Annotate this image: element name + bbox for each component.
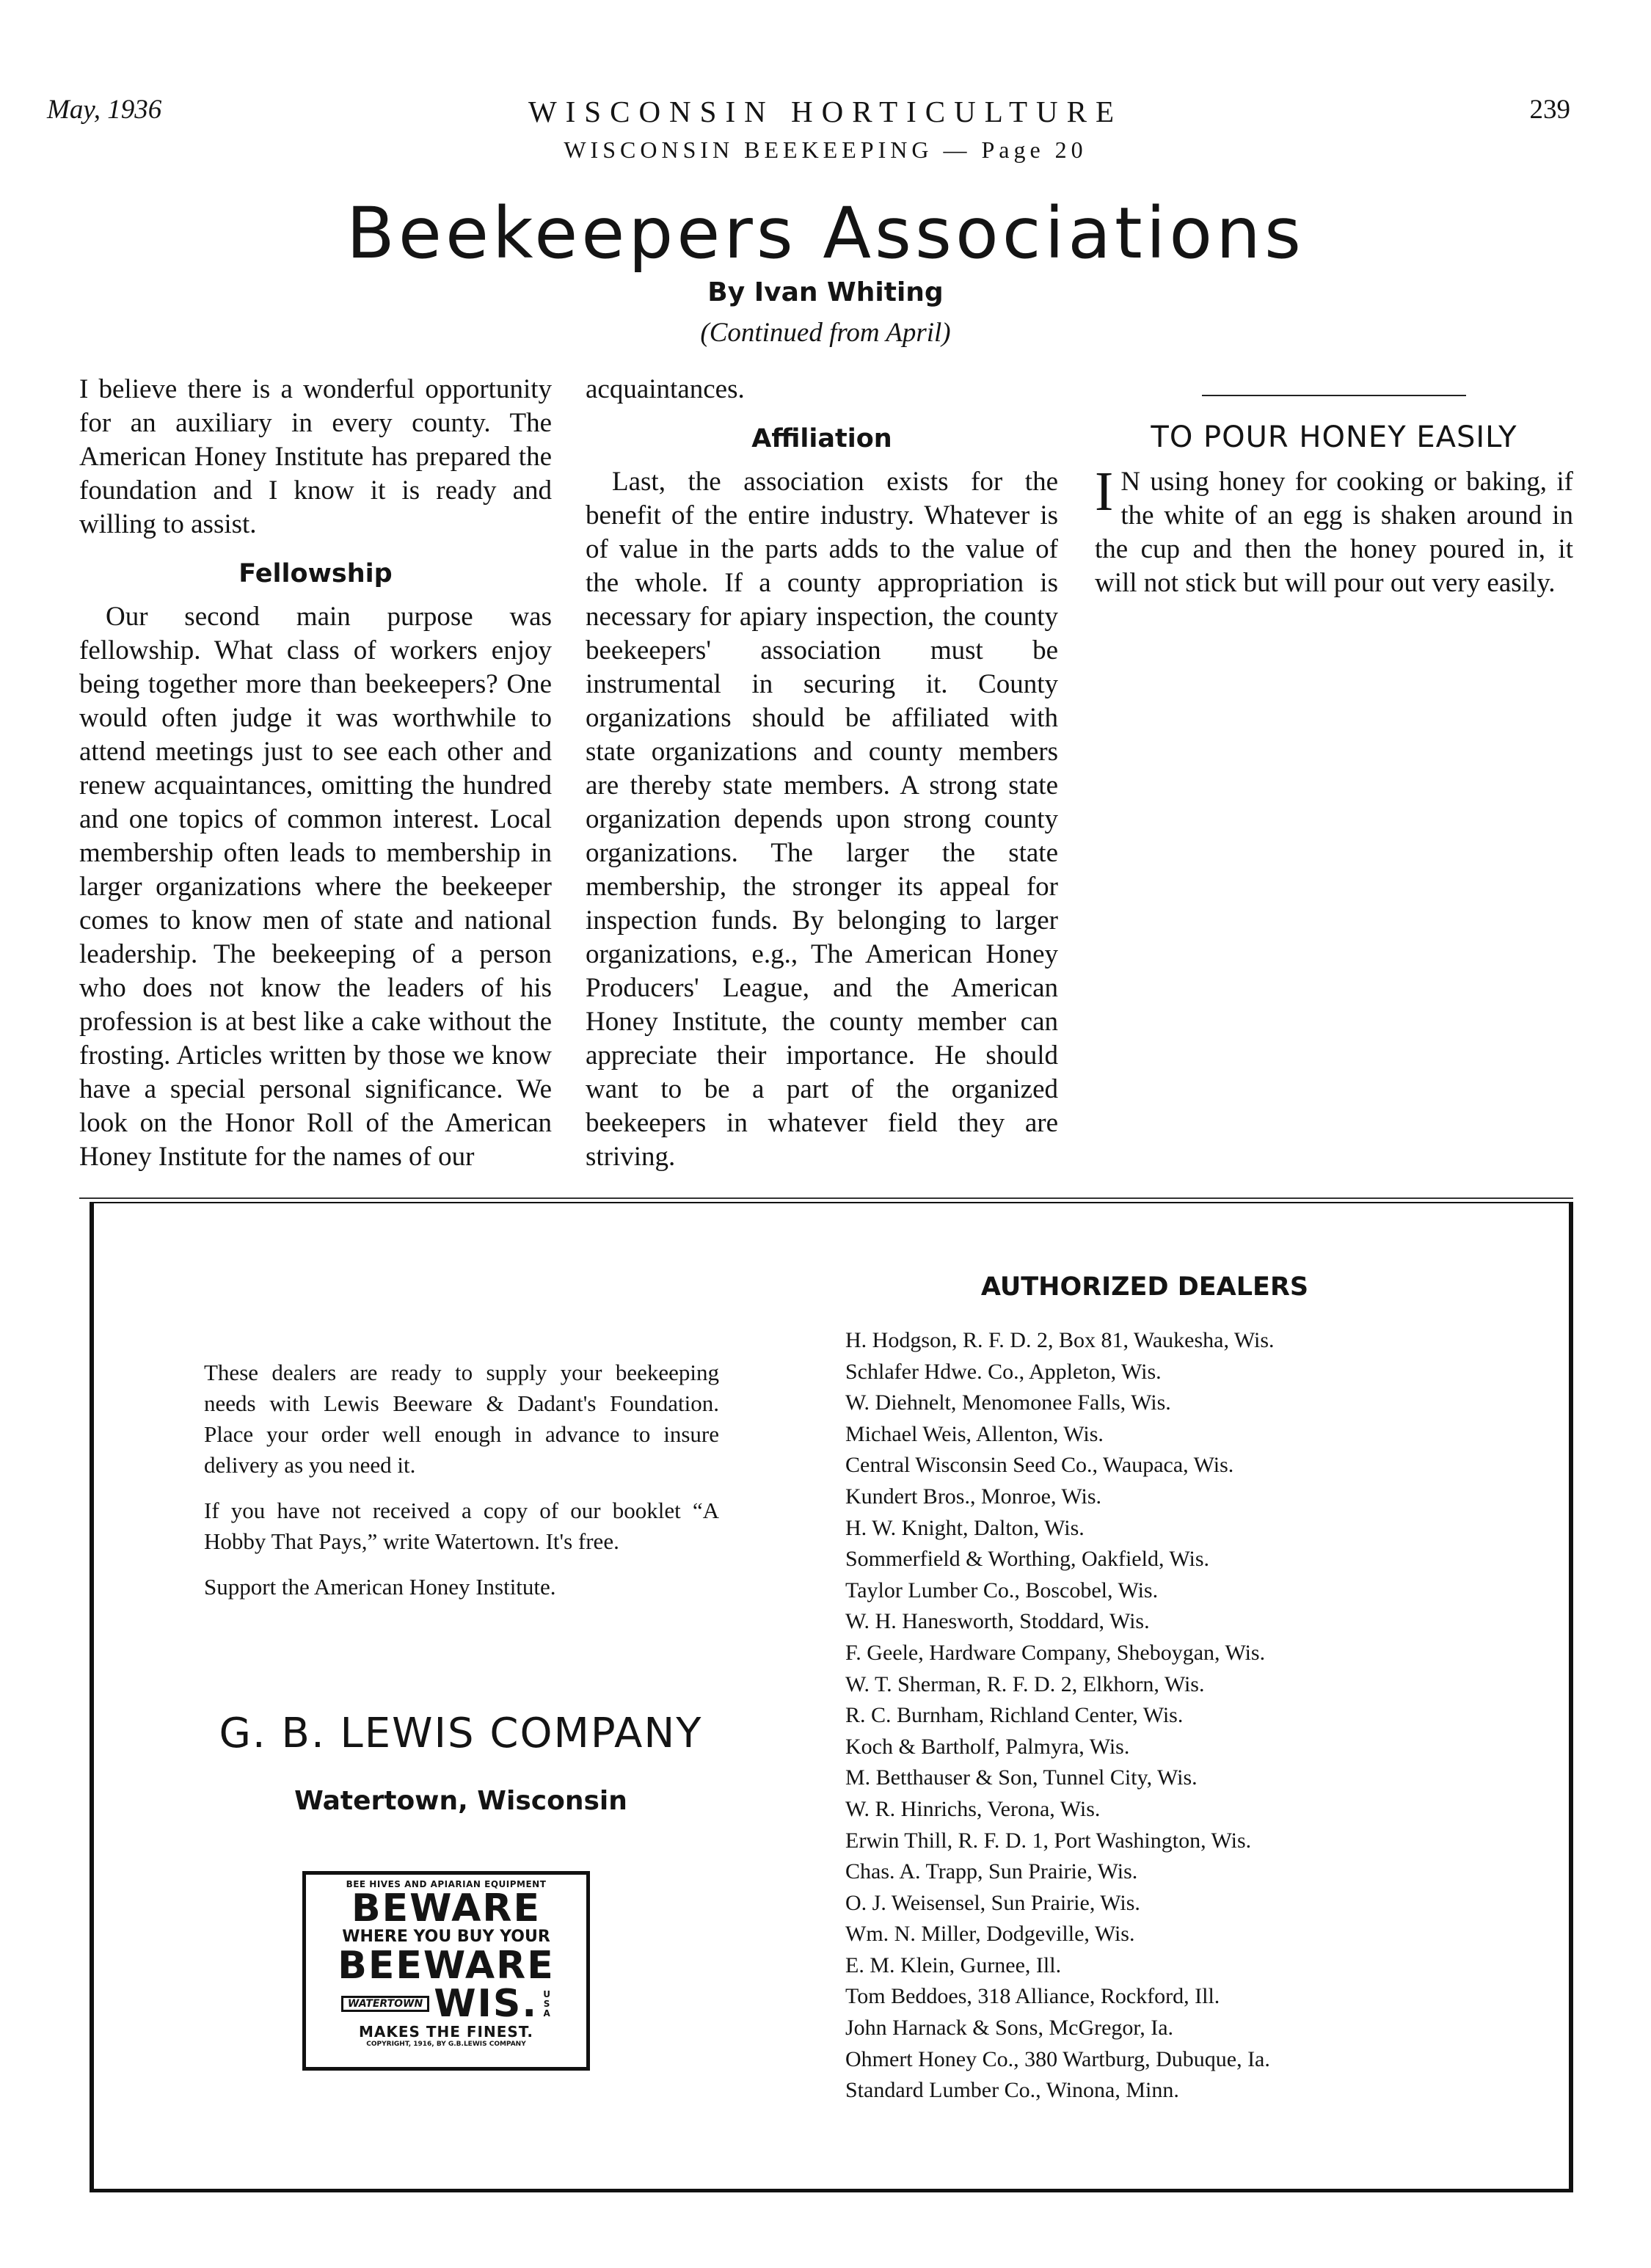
logo-makes: MAKES THE FINEST. [358, 2023, 534, 2041]
dealer-item: Standard Lumber Co., Winona, Minn. [845, 2078, 1179, 2103]
dealer-item: M. Betthauser & Son, Tunnel City, Wis. [845, 1765, 1198, 1790]
dealer-item: Wm. N. Miller, Dodgeville, Wis. [845, 1922, 1135, 1947]
dealer-item: H. Hodgson, R. F. D. 2, Box 81, Waukesha, Wis. [845, 1328, 1275, 1352]
ad-booklet: If you have not received a copy of our booklet “A Hobby That Pays,” write Watertown. It's free. [204, 1498, 719, 1554]
dealer-item: Sommerfield & Worthing, Oakfield, Wis. [845, 1547, 1210, 1572]
fellowship-paragraph [79, 600, 552, 1174]
section-divider [1202, 395, 1466, 396]
logo-wis: WIS. [434, 1982, 539, 2026]
dealer-item: F. Geele, Hardware Company, Sheboygan, Wis. [845, 1640, 1266, 1665]
dealer-item: Tom Beddoes, 318 Alliance, Rockford, Ill. [845, 1984, 1220, 2009]
company-name: G. B. LEWIS COMPANY [219, 1710, 703, 1757]
dealers-list [845, 1325, 1506, 2107]
tip-dropcap: I [1095, 461, 1114, 522]
section-subtitle: WISCONSIN BEEKEEPING — Page 20 [564, 136, 1087, 163]
dealer-item: O. J. Weisensel, Sun Prairie, Wis. [845, 1890, 1140, 1915]
dealer-item: Central Wisconsin Seed Co., Waupaca, Wis. [845, 1453, 1234, 1478]
dealer-item: W. T. Sherman, R. F. D. 2, Elkhorn, Wis. [845, 1671, 1205, 1696]
article-column-2 [586, 373, 1058, 1174]
article-title: Beekeepers Associations [346, 192, 1305, 274]
dealer-item: Ohmert Honey Co., 380 Wartburg, Dubuque, Ia. [845, 2046, 1270, 2071]
dealer-item: Schlafer Hdwe. Co., Appleton, Wis. [845, 1359, 1162, 1384]
magazine-title: WISCONSIN HORTICULTURE [528, 95, 1123, 128]
dealer-item: W. Diehnelt, Menomonee Falls, Wis. [845, 1390, 1171, 1415]
tip-text: N using honey for cooking or baking, if the white of an egg is shaken around in the cup and then the honey poured in, it will not stick but will pour out very easily. [1095, 467, 1573, 598]
dealer-item: Kundert Bros., Monroe, Wis. [845, 1484, 1102, 1509]
fellowship-paragraph-continued: acquaintances. [586, 374, 745, 404]
dealer-item: Chas. A. Trapp, Sun Prairie, Wis. [845, 1859, 1138, 1884]
dealer-item: E. M. Klein, Gurnee, Ill. [845, 1952, 1062, 1977]
dealer-item: Erwin Thill, R. F. D. 1, Port Washington, Wis. [845, 1828, 1252, 1853]
dealer-item: Koch & Bartholf, Palmyra, Wis. [845, 1734, 1130, 1759]
ad-support: Support the American Honey Institute. [204, 1574, 556, 1600]
dealers-heading: AUTHORIZED DEALERS [980, 1272, 1309, 1302]
ad-intro: These dealers are ready to supply your beekeeping needs with Lewis Beeware & Dadant's Foundation. Place your order well enough in advance to insure delivery as you need it. [204, 1360, 719, 1478]
tip-paragraph [1095, 461, 1573, 600]
article-byline: By Ivan Whiting [707, 277, 944, 307]
article-column-3 [1095, 373, 1573, 600]
page-number: 239 [1529, 95, 1570, 125]
dealer-item: H. W. Knight, Dalton, Wis. [845, 1515, 1085, 1540]
logo-beware: BEWARE [351, 1886, 541, 1930]
dealer-item: John Harnack & Sons, McGregor, Ia. [845, 2016, 1174, 2041]
page-rule [79, 1197, 1573, 1199]
continued-note: (Continued from April) [700, 318, 951, 348]
fellowship-heading: Fellowship [238, 559, 393, 588]
fellowship-text: Our second main purpose was fellowship. What class of workers enjoy being together more than beekeepers? One would often judge it was worthwhile to attend meetings just to see each other and renew acquaintances, omitting the hundred and one topics of common interest. Local membership often leads to membership in larger organizations where the beekeeper comes to know men of state and national leadership. The beekeeping of a person who does not know the leaders of his profession is at best like a cake without the frosting. Articles written by those we know have a special personal significance. We look on the Honor Roll of the American Honey Institute for the names of our [79, 602, 552, 1172]
dealer-item: Michael Weis, Allenton, Wis. [845, 1421, 1104, 1446]
affiliation-paragraph: Last, the association exists for the benefit of the entire industry. Whatever is of value in the parts adds to the value of the whole. If a county appropriation is necessary for apiary inspection, the county beekeepers' association must be instrumental in securing it. County organizations should be affiliated with state organizations and county members are thereby state members. A strong state organization depends upon strong county organizations. The larger the state membership, the stronger its appeal for inspection funds. By belonging to larger organizations, e.g., The American Honey Producers' League, and the American Honey Institute, the county member can appreciate their importance. He should want to be a part of the organized beekeepers in whatever field they are striving. [586, 467, 1058, 1172]
article-column-1 [79, 373, 552, 1174]
logo-copyright: COPYRIGHT, 1916, BY G.B.LEWIS COMPANY [366, 2041, 526, 2048]
logo-usa: USA [543, 1988, 550, 2019]
affiliation-heading: Affiliation [751, 424, 892, 453]
dealer-item: Taylor Lumber Co., Boscobel, Wis. [845, 1578, 1159, 1602]
logo-where: WHERE YOU BUY YOUR [342, 1928, 550, 1946]
beeware-logo [302, 1871, 590, 2071]
tip-heading: TO POUR HONEY EASILY [1151, 420, 1517, 454]
ad-text [204, 1357, 719, 1617]
dealer-item: W. R. Hinrichs, Verona, Wis. [845, 1796, 1101, 1821]
issue-date: May, 1936 [47, 95, 162, 125]
company-location: Watertown, Wisconsin [294, 1786, 627, 1816]
logo-beeware: BEEWARE [338, 1944, 555, 1988]
logo-top-text: BEE HIVES AND APIARIAN EQUIPMENT [346, 1879, 547, 1889]
dealer-item: R. C. Burnham, Richland Center, Wis. [845, 1703, 1184, 1728]
logo-watertown-badge: WATERTOWN [341, 1996, 429, 2012]
logo-wis-row [306, 1982, 586, 2026]
intro-paragraph: I believe there is a wonderful opportunity for an auxiliary in every county. The American Honey Institute has prepared the foundation and I know it is ready and willing to assist. [79, 374, 552, 539]
dealer-item: W. H. Hanesworth, Stoddard, Wis. [845, 1609, 1150, 1634]
